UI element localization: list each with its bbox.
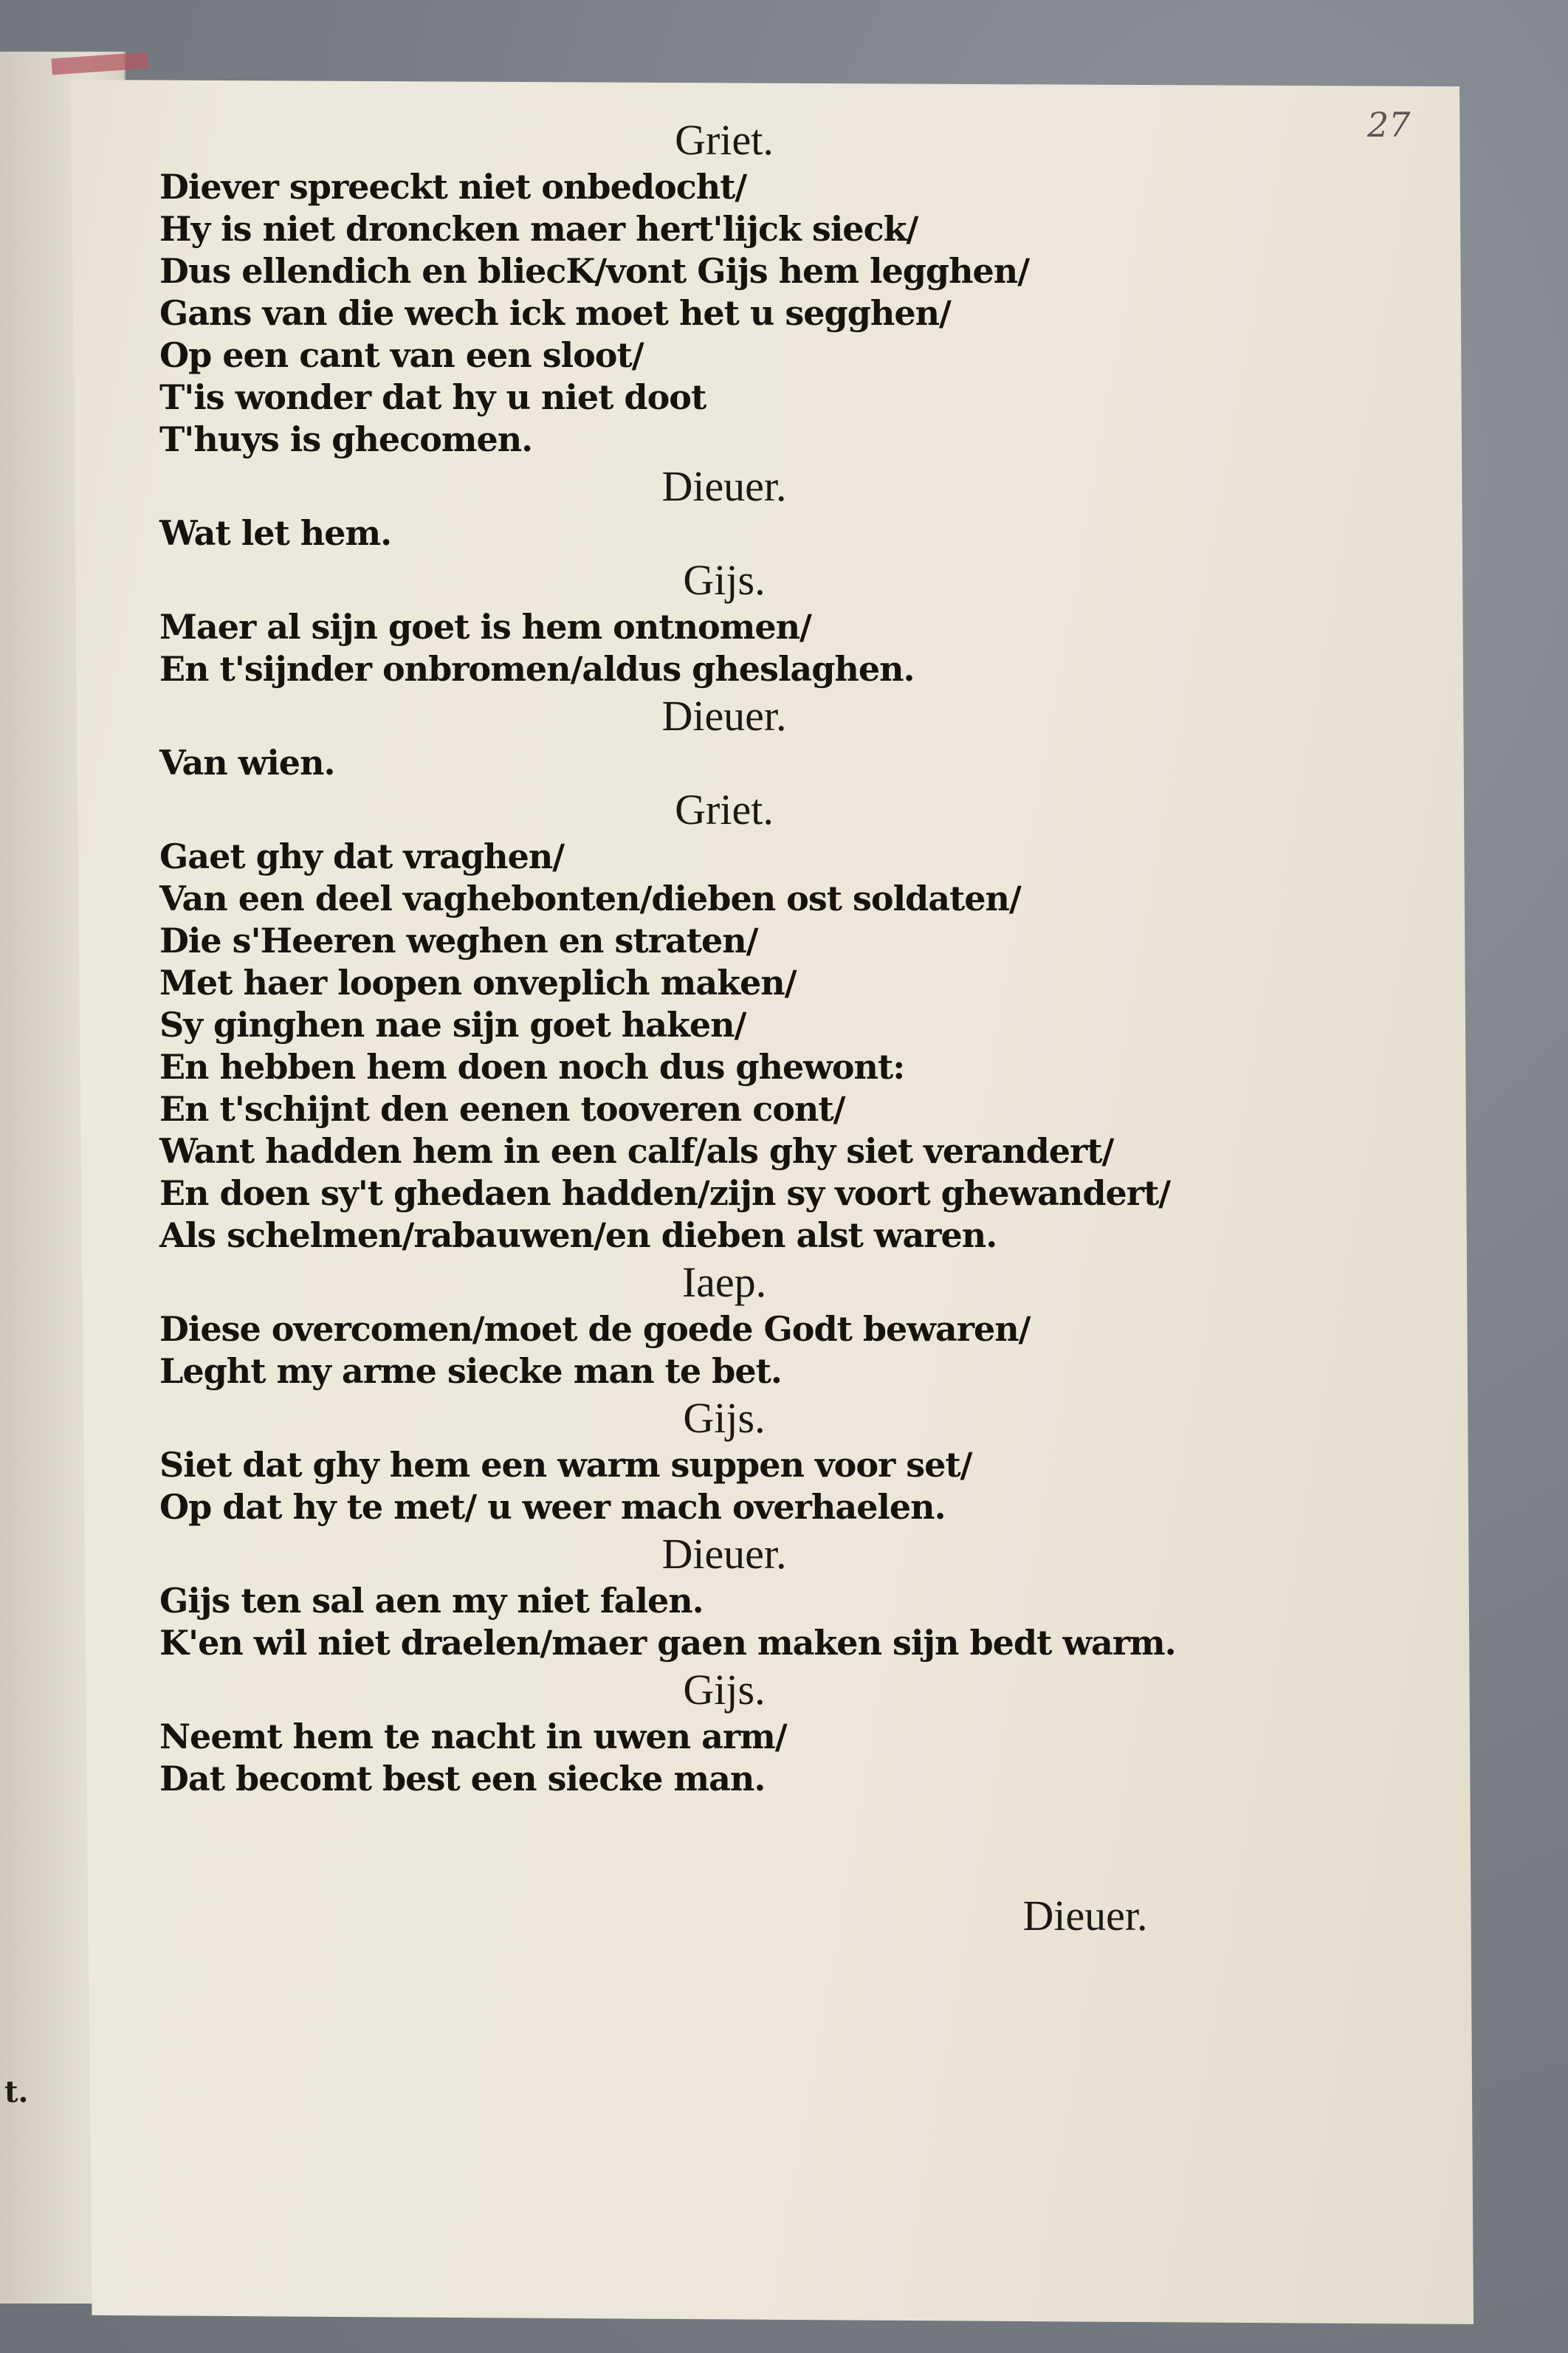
verse-line: Maer al sijn goet is hem ontnomen/ [159, 607, 811, 647]
speaker-heading: Griet. [675, 786, 774, 834]
verse-line: Als schelmen/rabauwen/en dieben alst waren. [159, 1215, 997, 1255]
folio-number: 27 [1367, 105, 1411, 145]
speaker-heading: Griet. [675, 116, 774, 164]
speaker-heading: Dieuer. [661, 462, 787, 510]
verse-line: Want hadden hem in een calf/als ghy siet verandert/ [159, 1131, 1114, 1171]
verse-line: Dus ellendich en bliecK/vont Gijs hem legghen/ [159, 251, 1030, 291]
verse-line: En t'sijnder onbromen/aldus gheslaghen. [159, 649, 915, 689]
verse-line: Siet dat ghy hem een warm suppen voor set/ [159, 1445, 972, 1485]
speaker-heading: Iaep. [681, 1258, 767, 1306]
verse-line: Gaet ghy dat vraghen/ [159, 837, 565, 876]
verse-line: Op dat hy te met/ u weer mach overhaelen. [159, 1487, 946, 1527]
speaker-heading: Gijs. [683, 1394, 766, 1442]
speaker-heading: Dieuer. [661, 1530, 787, 1578]
verse-line: En hebben hem doen noch dus ghewont: [159, 1047, 905, 1087]
verse-line: En t'schijnt den eenen tooveren cont/ [159, 1089, 845, 1129]
verse-line: Neemt hem te nacht in uwen arm/ [159, 1717, 787, 1756]
catchword: Dieuer. [1022, 1892, 1148, 1940]
verse-line: Diese overcomen/moet de goede Godt bewaren/ [159, 1309, 1031, 1349]
verse-line: Gans van die wech ick moet het u segghen/ [159, 293, 951, 333]
verse-line: Met haer loopen onveplich maken/ [159, 963, 797, 1003]
verse-line: T'huys is ghecomen. [159, 419, 533, 459]
verse-line: Diever spreeckt niet onbedocht/ [159, 167, 747, 207]
left-page-fragment: t. [4, 2075, 29, 2109]
verse-line: Van wien. [159, 743, 335, 783]
verse-line: Op een cant van een sloot/ [159, 335, 644, 375]
verse-line: Die s'Heeren weghen en straten/ [159, 921, 758, 961]
verse-line: Wat let hem. [159, 513, 392, 553]
verse-line: Sy ginghen nae sijn goet haken/ [159, 1005, 746, 1045]
speaker-heading: Gijs. [683, 1666, 766, 1714]
speaker-heading: Dieuer. [661, 692, 787, 740]
verse-line: Hy is niet droncken maer hert'lijck sieck/ [159, 209, 918, 249]
verse-line: T'is wonder dat hy u niet doot [159, 377, 706, 417]
verse-line: Dat becomt best een siecke man. [159, 1759, 766, 1799]
verse-line: Gijs ten sal aen my niet falen. [159, 1581, 704, 1621]
verse-line: Van een deel vaghebonten/dieben ost soldaten/ [159, 879, 1021, 918]
verse-line: K'en wil niet draelen/maer gaen maken sijn bedt warm. [159, 1623, 1176, 1663]
verse-line: En doen sy't ghedaen hadden/zijn sy voort ghewandert/ [159, 1173, 1171, 1213]
speaker-heading: Gijs. [683, 556, 766, 604]
verse-line: Leght my arme siecke man te bet. [159, 1351, 782, 1391]
play-text [159, 114, 1289, 1800]
